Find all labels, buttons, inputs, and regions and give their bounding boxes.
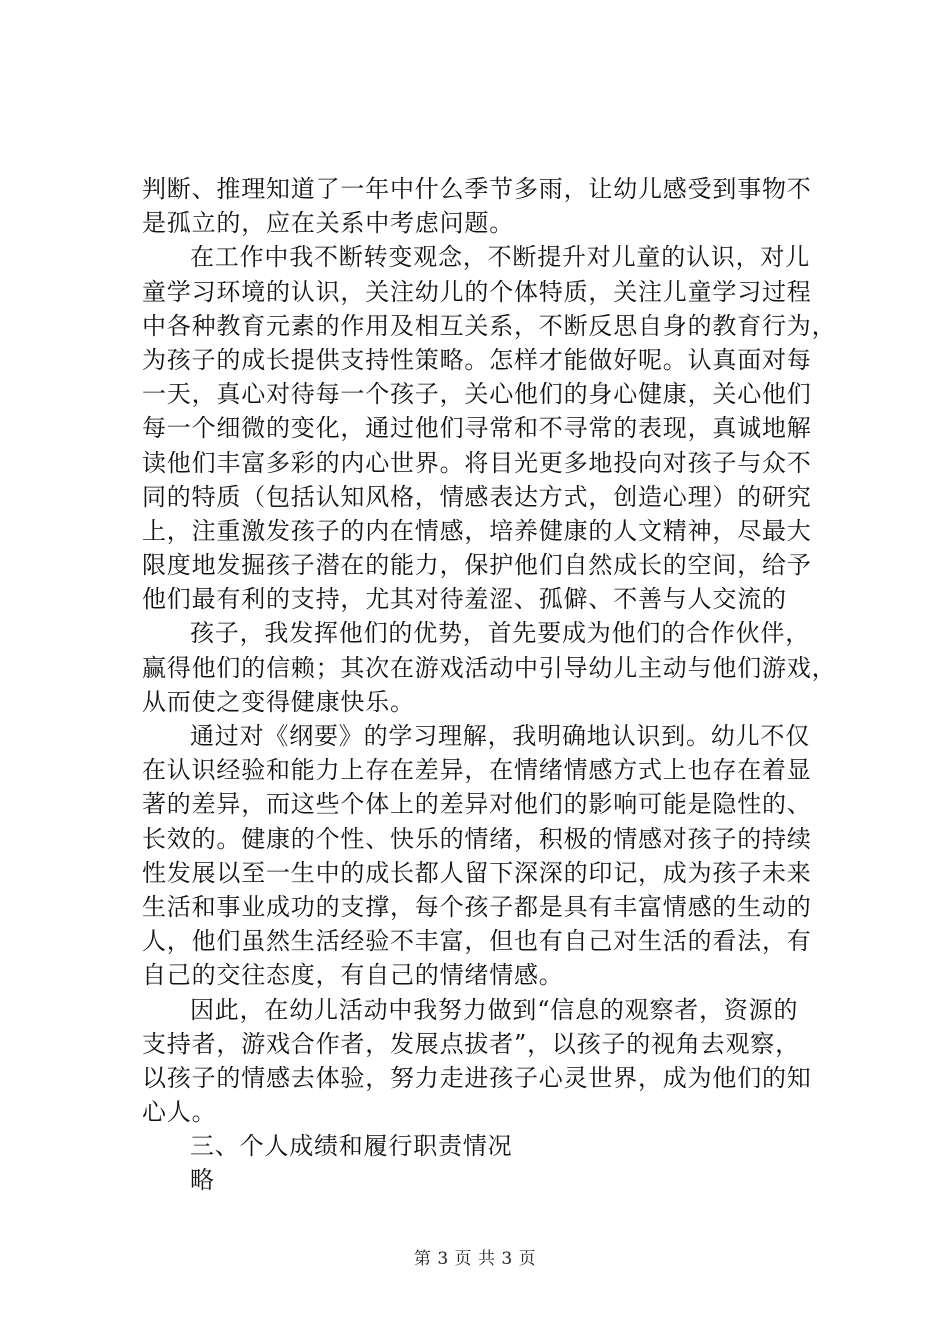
text-line: 判断、推理知道了一年中什么季节多雨，让幼儿感受到事物不	[142, 175, 812, 203]
text-line: 性发展以至一生中的成长都人留下深深的印记，成为孩子未来	[142, 858, 812, 887]
text-line: 三、个人成绩和履行职责情况	[190, 1132, 513, 1161]
text-line: 赢得他们的信赖；其次在游戏活动中引导幼儿主动与他们游戏，	[142, 653, 837, 682]
text-line: 读他们丰富多彩的内心世界。将目光更多地投向对孩子与众不	[142, 448, 812, 477]
text-line: 著的差异，而这些个体上的差异对他们的影响可能是隐性的、	[142, 790, 812, 819]
text-line: 以孩子的情感去体验，努力走进孩子心灵世界，成为他们的知	[142, 1063, 812, 1092]
text-line: 人，他们虽然生活经验不丰富，但也有自己对生活的看法，有	[142, 927, 812, 956]
text-line: 一天，真心对待每一个孩子，关心他们的身心健康，关心他们	[142, 380, 812, 409]
text-line: 上，注重激发孩子的内在情感，培养健康的人文精神，尽最大	[142, 516, 812, 545]
text-line: 同的特质（包括认知风格，情感表达方式，创造心理）的研究	[142, 482, 812, 511]
text-line: 孩子，我发挥他们的优势，首先要成为他们的合作伙伴，	[190, 619, 810, 648]
text-line: 每一个细微的变化，通过他们寻常和不寻常的表现，真诚地解	[142, 414, 812, 443]
text-line: 中各种教育元素的作用及相互关系，不断反思自身的教育行为，	[142, 311, 837, 340]
text-line: 生活和事业成功的支撑，每个孩子都是具有丰富情感的生动的	[142, 892, 812, 921]
text-line: 在认识经验和能力上存在差异，在情绪情感方式上也存在着显	[142, 756, 812, 785]
text-line: 在工作中我不断转变观念，不断提升对儿童的认识，对儿	[190, 243, 810, 272]
text-line: 长效的。健康的个性、快乐的情绪，积极的情感对孩子的持续	[142, 824, 812, 853]
page-footer: 第 3 页 共 3 页	[413, 1249, 537, 1269]
text-line: 略	[190, 1166, 215, 1195]
text-line: 是孤立的，应在关系中考虑问题。	[142, 209, 514, 238]
text-line: 自己的交往态度，有自己的情绪情感。	[142, 961, 564, 990]
text-line: 因此，在幼儿活动中我努力做到“信息的观察者，资源的	[190, 995, 799, 1024]
text-line: 限度地发掘孩子潜在的能力，保护他们自然成长的空间，给予	[142, 551, 812, 580]
text-line: 心人。	[142, 1098, 217, 1127]
document-body	[142, 172, 838, 1198]
text-line: 支持者，游戏合作者，发展点拔者”，以孩子的视角去观察，	[142, 1029, 800, 1058]
text-line: 童学习环境的认识，关注幼儿的个体特质，关注儿童学习过程	[142, 277, 812, 306]
text-line: 从而使之变得健康快乐。	[142, 687, 415, 716]
text-line: 通过对《纲要》的学习理解，我明确地认识到。幼儿不仅	[190, 722, 810, 750]
text-line: 为孩子的成长提供支持性策略。怎样才能做好呢。认真面对每	[142, 345, 812, 374]
text-line: 他们最有利的支持，尤其对待羞涩、孤僻、不善与人交流的	[142, 585, 787, 614]
